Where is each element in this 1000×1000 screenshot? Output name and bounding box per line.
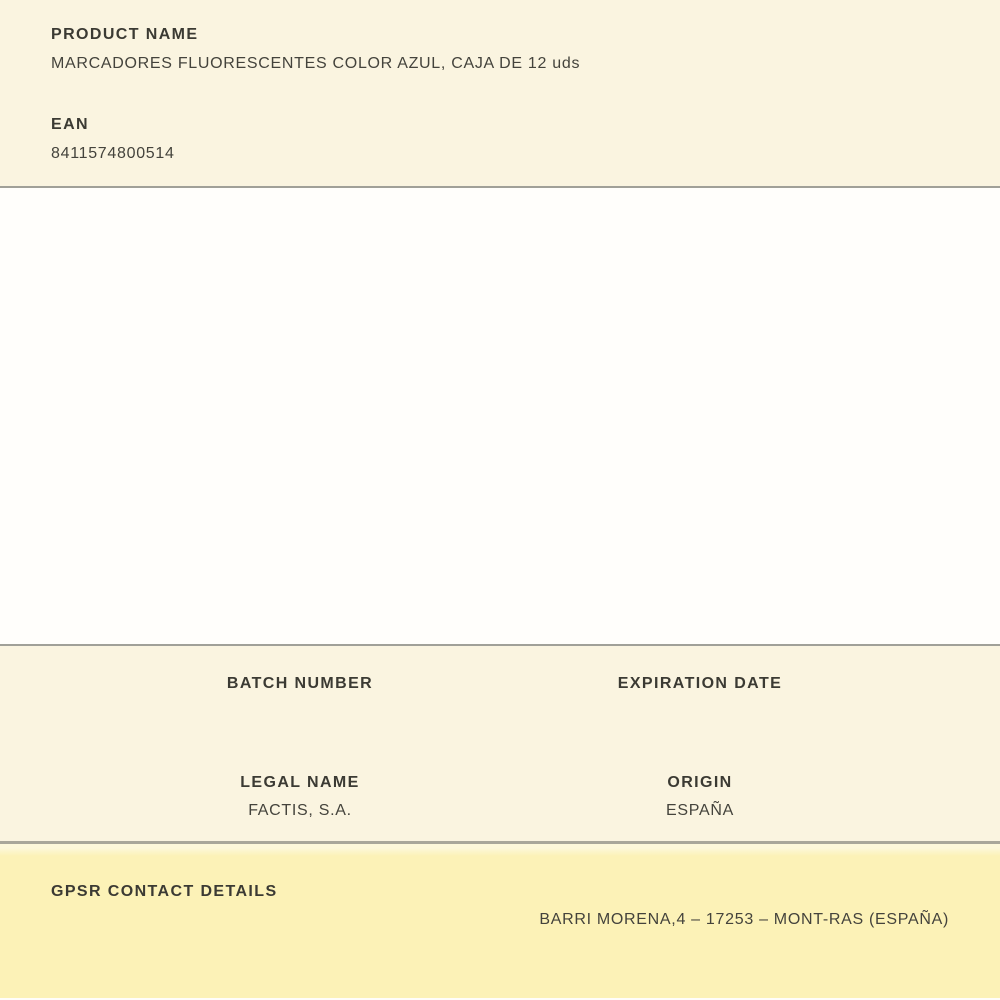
product-header-section [0, 0, 1000, 188]
ean-value: 8411574800514 [51, 145, 175, 162]
product-name-value: MARCADORES FLUORESCENTES COLOR AZUL, CAJA DE 12 uds [51, 55, 581, 72]
expiration-date-field [500, 674, 900, 702]
ean-field [51, 115, 960, 163]
legal-name-label: LEGAL NAME [240, 774, 360, 791]
batch-number-field [100, 674, 500, 702]
batch-number-label: BATCH NUMBER [226, 675, 374, 692]
gpsr-contact-section [0, 844, 1000, 998]
details-section [0, 646, 1000, 844]
details-grid [100, 674, 900, 820]
origin-field [500, 773, 900, 820]
product-name-field [51, 25, 960, 73]
product-image-area [0, 188, 1000, 646]
origin-label: ORIGIN [667, 774, 733, 791]
legal-name-value: FACTIS, S.A. [248, 802, 352, 819]
gpsr-contact-title: GPSR CONTACT DETAILS [51, 883, 278, 900]
origin-value: ESPAÑA [666, 802, 734, 819]
ean-label: EAN [51, 116, 89, 133]
expiration-date-label: EXPIRATION DATE [617, 675, 783, 692]
legal-name-field [100, 773, 500, 820]
gpsr-contact-address: BARRI MORENA,4 – 17253 – MONT-RAS (ESPAÑA) [539, 911, 949, 928]
product-name-label: PRODUCT NAME [51, 26, 199, 43]
